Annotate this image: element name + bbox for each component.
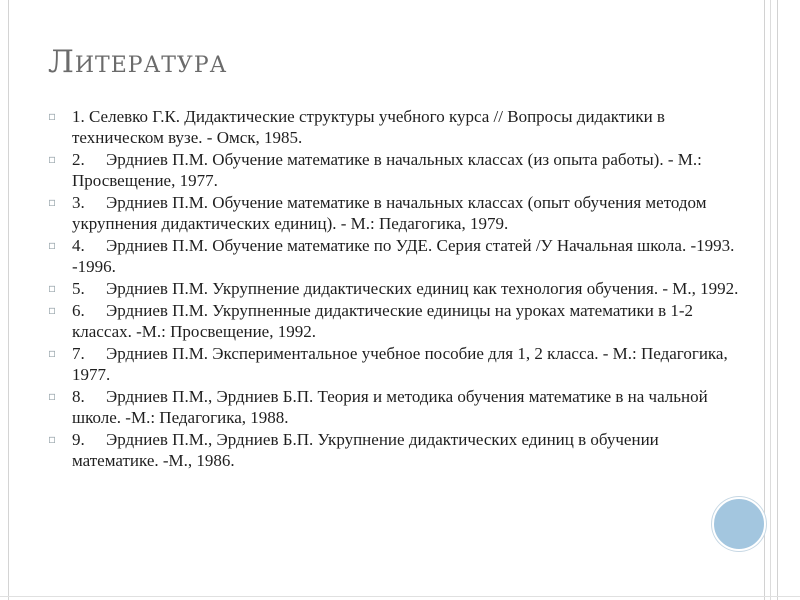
frame-line-left bbox=[8, 0, 9, 600]
reference-text: 7. Эрдниев П.М. Экспериментальное учебное пособие для 1, 2 класса. - М.: Педагогика, 1977. bbox=[72, 344, 732, 384]
reference-text: 9. Эрдниев П.М., Эрдниев Б.П. Укрупнение дидактических единиц в обучении математике. -М., 1986. bbox=[72, 430, 664, 470]
reference-item bbox=[48, 429, 748, 471]
reference-item bbox=[48, 149, 748, 191]
reference-text: 1. Селевко Г.К. Дидактические структуры учебного курса // Вопросы дидактики в техническом вузе. - Омск, 1985. bbox=[72, 107, 670, 147]
square-bullet-icon: ▫ bbox=[48, 195, 57, 209]
frame-line-bottom bbox=[0, 596, 800, 597]
reference-text: 3. Эрдниев П.М. Обучение математике в начальных классах (опыт обучения методом укрупнения дидактических единиц). - М.: Педагогика, 1979. bbox=[72, 193, 711, 233]
square-bullet-icon: ▫ bbox=[48, 238, 57, 252]
reference-text: 4. Эрдниев П.М. Обучение математике по УДЕ. Серия статей /У Начальная школа. -1993. -1996. bbox=[72, 236, 739, 276]
reference-list bbox=[48, 106, 748, 472]
reference-item bbox=[48, 192, 748, 234]
reference-item bbox=[48, 386, 748, 428]
reference-item bbox=[48, 106, 748, 148]
square-bullet-icon: ▫ bbox=[48, 109, 57, 123]
reference-item bbox=[48, 235, 748, 277]
square-bullet-icon: ▫ bbox=[48, 432, 57, 446]
reference-text: 8. Эрдниев П.М., Эрдниев Б.П. Теория и методика обучения математике в на чальной школе. -М.: Педагогика, 1988. bbox=[72, 387, 712, 427]
square-bullet-icon: ▫ bbox=[48, 389, 57, 403]
square-bullet-icon: ▫ bbox=[48, 303, 57, 317]
reference-item bbox=[48, 300, 748, 342]
frame-band-right bbox=[764, 0, 778, 600]
square-bullet-icon: ▫ bbox=[48, 281, 57, 295]
frame-line-right bbox=[770, 0, 771, 600]
reference-item bbox=[48, 343, 748, 385]
reference-text: 6. Эрдниев П.М. Укрупненные дидактические единицы на уроках математики в 1-2 классах. -М.: Просвещение, 1992. bbox=[72, 301, 698, 341]
reference-text: 5. Эрдниев П.М. Укрупнение дидактических единиц как технология обучения. - М., 1992. bbox=[72, 279, 739, 298]
reference-item bbox=[48, 278, 748, 299]
decorative-circle bbox=[712, 497, 766, 551]
slide-title: Литература bbox=[48, 44, 228, 80]
square-bullet-icon: ▫ bbox=[48, 346, 57, 360]
reference-text: 2. Эрдниев П.М. Обучение математике в начальных классах (из опыта работы). - М.: Просвещение, 1977. bbox=[72, 150, 707, 190]
square-bullet-icon: ▫ bbox=[48, 152, 57, 166]
